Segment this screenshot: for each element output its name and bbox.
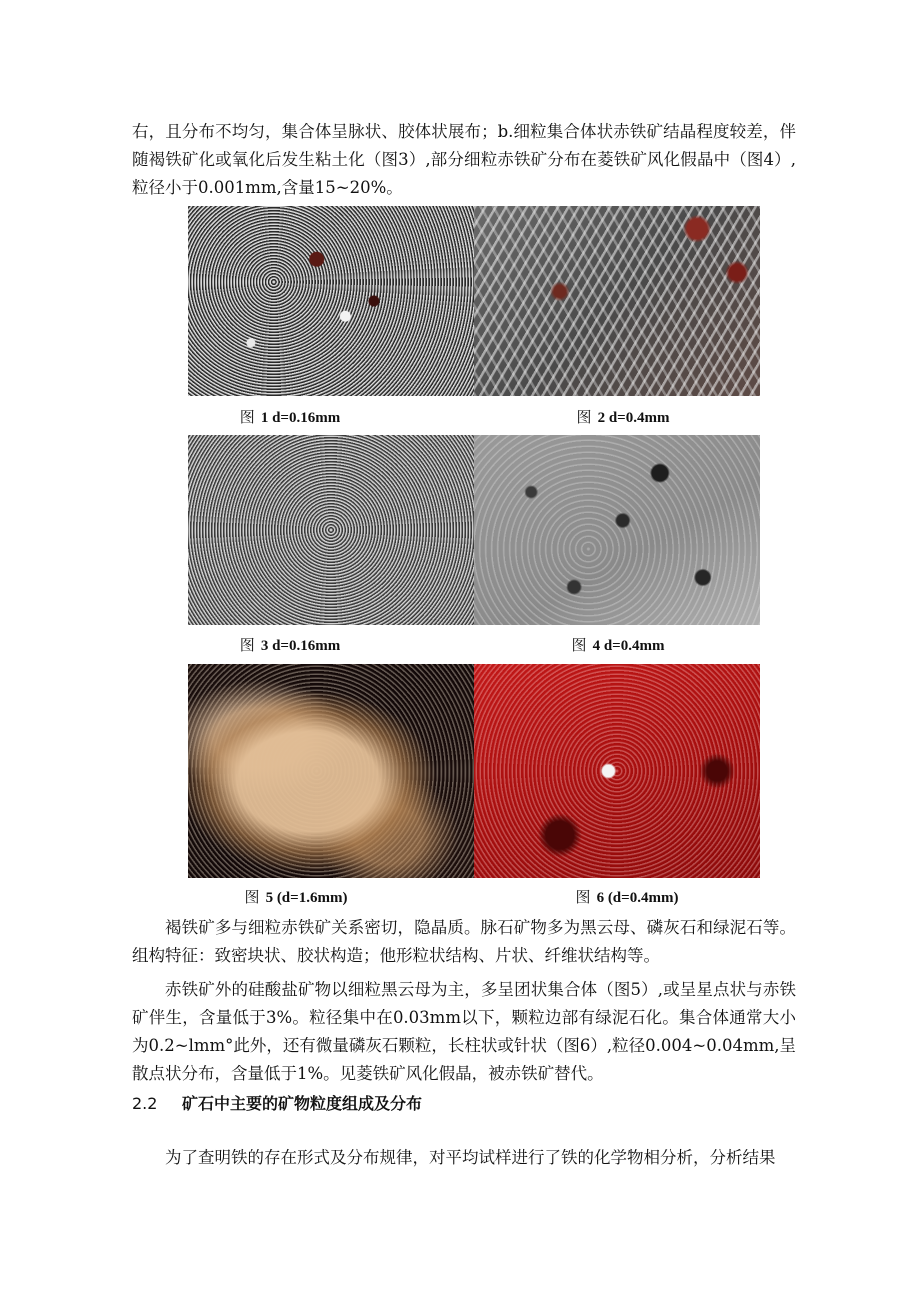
figure-caption-4: 图 4 d=0.4mm: [571, 638, 665, 654]
paragraph-4: 为了查明铁的存在形式及分布规律，对平均试样进行了铁的化学物相分析，分析结果: [165, 1148, 776, 1167]
section-title: 矿石中主要的矿物粒度组成及分布: [182, 1094, 423, 1113]
micrograph-fig-1: [188, 206, 474, 396]
figure-caption-6: 图 6 (d=0.4mm): [575, 890, 679, 906]
micrograph-fig-6: [474, 664, 760, 878]
figure-caption-2: 图 2 d=0.4mm: [576, 410, 670, 426]
paragraph-2: 褐铁矿多与细粒赤铁矿关系密切，隐晶质。脉石矿物多为黑云母、磷灰石和绿泥石等。组构特征：致密块状、胶状构造；他形粒状结构、片状、纤维状结构等。: [132, 918, 796, 965]
figure-caption-3: 图 3 d=0.16mm: [239, 638, 341, 654]
section-number: 2.2: [132, 1094, 158, 1113]
section-heading: [132, 1092, 422, 1116]
micrograph-fig-4: [474, 435, 760, 625]
paragraph-3-body: 赤铁矿外的硅酸盐矿物以细粒黑云母为主，多呈团状集合体（图5）,或呈星点状与赤铁矿伴生，含量低于3%。粒径集中在0.03mm以下，颗粒边部有绿泥石化。集合体通常大小为0.2~lmm°此外，还有微量磷灰石颗粒，长柱状或针状（图6）,粒径0.004~0.04mm,呈散点状分布，含量低于1%。见菱铁矿风化假晶，被赤铁矿替代。: [132, 980, 796, 1083]
figure-caption-5: 图 5 (d=1.6mm): [244, 890, 348, 906]
figure-caption-1: 图 1 d=0.16mm: [239, 410, 341, 426]
micrograph-fig-5: [188, 664, 474, 878]
micrograph-fig-2: [474, 206, 760, 396]
paragraph-1: 右，且分布不均匀，集合体呈脉状、胶体状展布；b.细粒集合体状赤铁矿结晶程度较差，伴随褐铁矿化或氧化后发生粘土化（图3）,部分细粒赤铁矿分布在菱铁矿风化假晶中（图4）,粒径小于0.001mm,含量15~20%。: [132, 122, 796, 197]
micrograph-fig-3: [188, 435, 474, 625]
